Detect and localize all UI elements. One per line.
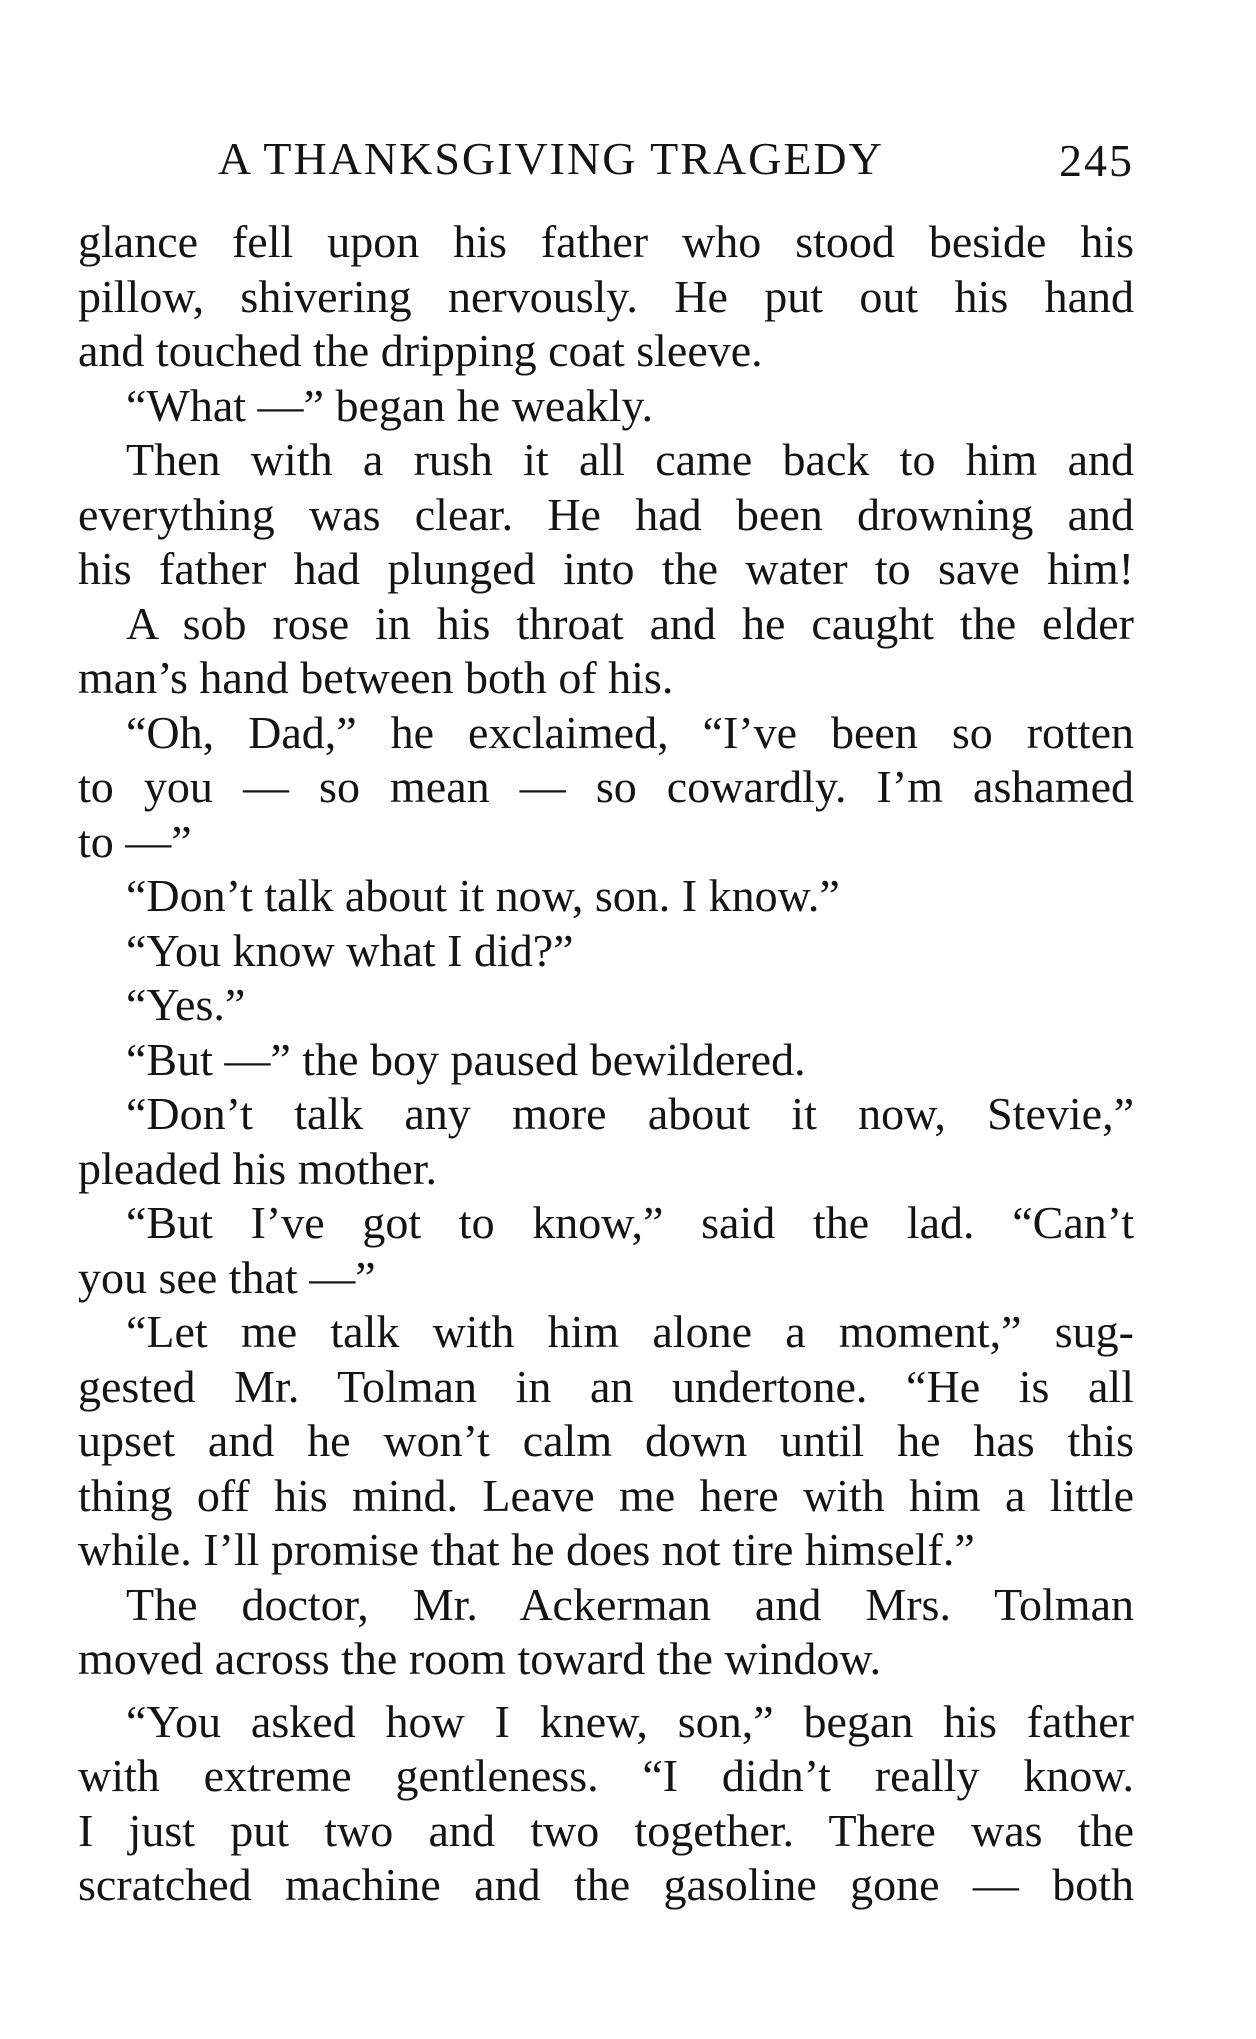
text-line: to you — so mean — so cowardly. I’m ashamed	[78, 761, 1134, 812]
text-line: “What —” began he weakly.	[126, 379, 654, 431]
page-number: 245	[1059, 135, 1134, 186]
text-line: you see that —”	[78, 1251, 376, 1303]
text-line: thing off his mind. Leave me here with him a little	[78, 1469, 1134, 1521]
text-line: “You know what I did?”	[126, 924, 574, 976]
text-line: gested Mr. Tolman in an undertone. “He is all	[78, 1360, 1134, 1412]
text-line: “But I’ve got to know,” said the lad. “Can’t	[126, 1197, 1134, 1248]
text-line: glance fell upon his father who stood beside his	[78, 216, 1134, 267]
text-line: pillow, shivering nervously. He put out his hand	[78, 270, 1134, 322]
text-line: “Oh, Dad,” he exclaimed, “I’ve been so rotten	[126, 706, 1134, 758]
text-line: with extreme gentleness. “I didn’t really know.	[78, 1750, 1134, 1801]
text-line: I just put two and two together. There was the	[78, 1804, 1134, 1856]
text-line: man’s hand between both of his.	[78, 652, 674, 703]
text-line: Then with a rush it all came back to him and	[126, 434, 1134, 485]
text-line: “Don’t talk about it now, son. I know.”	[126, 870, 840, 921]
running-head	[78, 132, 1134, 192]
text-line: A sob rose in his throat and he caught the elder	[126, 597, 1134, 649]
text-line: “Yes.”	[126, 979, 246, 1030]
text-line: moved across the room toward the window.	[78, 1633, 882, 1684]
text-line: “Let me talk with him alone a moment,” sug-	[126, 1306, 1134, 1357]
paragraph-gap	[78, 1687, 1134, 1695]
running-title: A THANKSGIVING TRAGEDY	[218, 133, 884, 184]
text-line: pleaded his mother.	[78, 1142, 437, 1194]
text-line: “You asked how I knew, son,” began his father	[126, 1695, 1134, 1747]
text-line: “But —” the boy paused bewildered.	[126, 1033, 806, 1085]
text-line: while. I’ll promise that he does not tire himself.”	[78, 1524, 975, 1575]
text-line: upset and he won’t calm down until he has this	[78, 1415, 1134, 1466]
text-line: The doctor, Mr. Ackerman and Mrs. Tolman	[126, 1578, 1134, 1630]
text-line: “Don’t talk any more about it now, Stevie,”	[126, 1088, 1134, 1139]
text-line: to —”	[78, 815, 192, 867]
text-line: scratched machine and the gasoline gone — both	[78, 1859, 1134, 1910]
text-line: and touched the dripping coat sleeve.	[78, 325, 763, 376]
body-text	[78, 215, 1134, 1913]
text-line: everything was clear. He had been drowning and	[78, 488, 1134, 540]
text-line: his father had plunged into the water to save him!	[78, 543, 1134, 594]
